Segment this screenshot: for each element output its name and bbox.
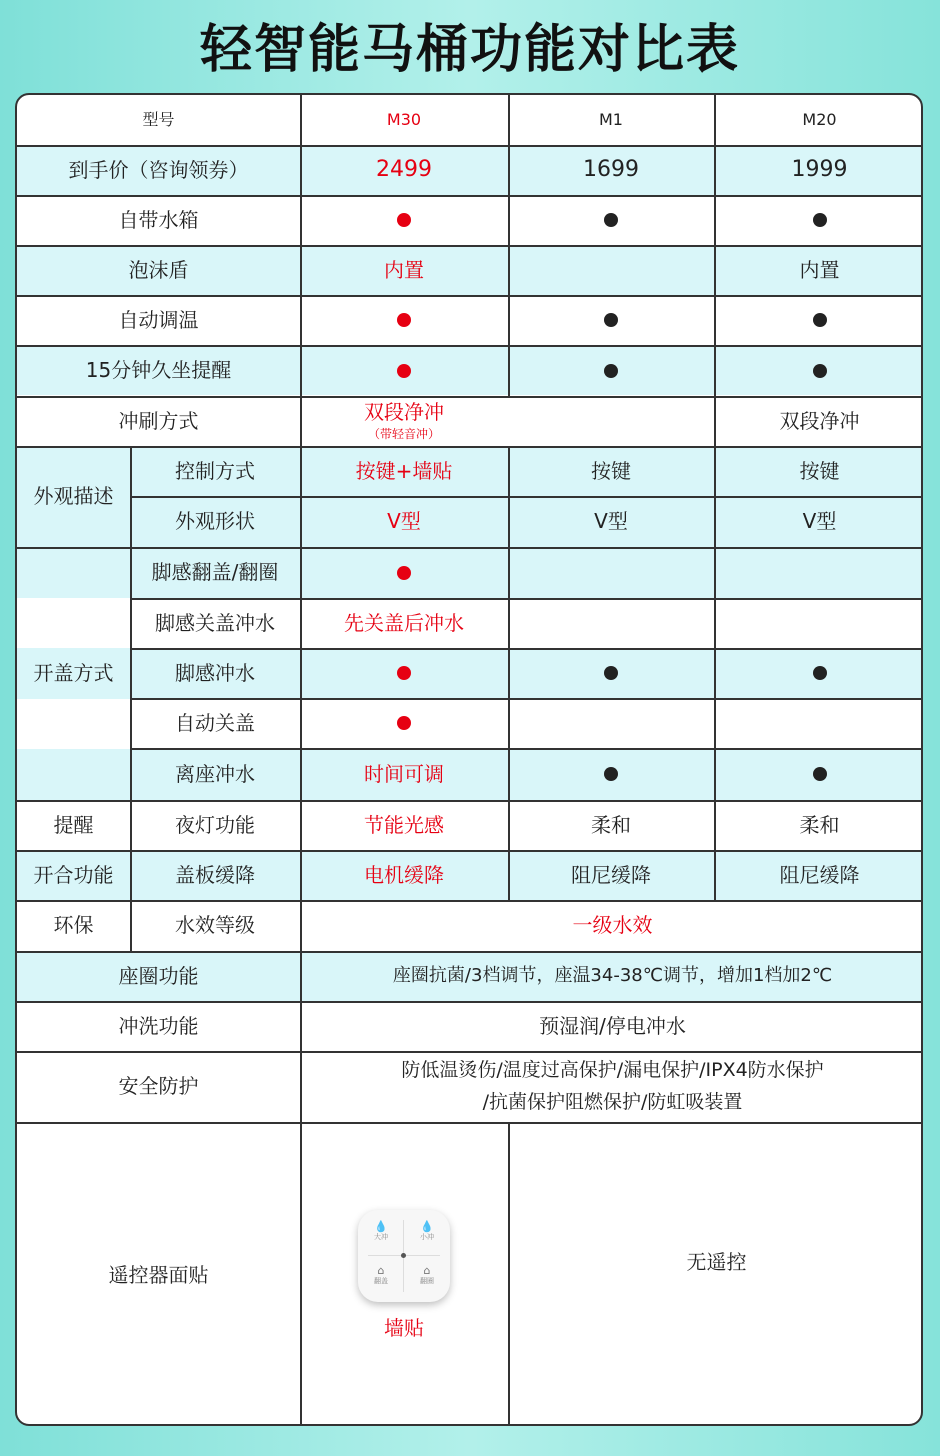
lid-group: 开盖方式	[33, 661, 114, 685]
slow-close-label: 盖板缓降	[175, 862, 255, 887]
control-m20: 按键	[799, 458, 840, 483]
auto-close-label: 自动关盖	[175, 710, 255, 735]
control-m1: 按键	[591, 458, 631, 483]
control-label: 控制方式	[175, 458, 255, 483]
flush-m30: 双段净冲	[364, 400, 444, 424]
wash-label: 冲洗功能	[118, 1013, 199, 1038]
openclose-group: 开合功能	[33, 862, 114, 887]
flush-m30-sub: （带轻音冲）	[367, 427, 440, 441]
slow-close-m1: 阻尼缓降	[571, 862, 651, 887]
reminder15-label: 15分钟久坐提醒	[85, 358, 232, 382]
remind-group: 提醒	[53, 812, 94, 837]
slow-close-m30: 电机缓降	[364, 862, 444, 887]
drop-icon: 💧	[420, 1219, 434, 1233]
header-m30: M30	[386, 110, 422, 129]
seat-value: 座圈抗菌/3档调节，座温34-38℃调节，增加1档加2℃	[392, 964, 833, 986]
shape-label: 外观形状	[175, 509, 255, 533]
flush-m20: 双段净冲	[779, 408, 860, 433]
shape-m30: V型	[387, 509, 421, 533]
seat-icon: ⌂	[423, 1263, 431, 1277]
flush-label: 冲刷方式	[118, 408, 199, 433]
foot-flip-m30-dot-icon	[397, 566, 411, 580]
night-light-m20: 柔和	[799, 812, 840, 837]
foot-flip-label: 脚感翻盖/翻圈	[151, 560, 279, 584]
leave-flush-m30: 时间可调	[364, 761, 444, 786]
seat-label: 座圈功能	[118, 963, 199, 988]
leave-flush-m1-dot-icon	[604, 767, 618, 781]
tank-m30-dot-icon	[397, 213, 411, 227]
water-grade-value: 一级水效	[572, 913, 653, 937]
header-m1: M1	[599, 110, 623, 129]
foot-flush-m30-dot-icon	[397, 666, 411, 680]
remote-panel-image: 💧 大冲 💧 小冲 ⌂ 翻盖 ⌂ 翻圈	[358, 1210, 450, 1302]
foot-flush-label: 脚感冲水	[175, 660, 255, 685]
lid-icon: ⌂	[377, 1263, 385, 1277]
price-m30: 2499	[376, 157, 432, 183]
temp-label: 自动调温	[118, 307, 199, 332]
wash-value: 预湿润/停电冲水	[539, 1013, 686, 1038]
foot-flush-m1-dot-icon	[604, 666, 618, 680]
temp-m1-dot-icon	[604, 313, 618, 327]
remote-none: 无遥控	[686, 1249, 747, 1274]
control-m30: 按键+墙贴	[355, 458, 453, 483]
shape-m20: V型	[802, 509, 837, 533]
remote-label: 遥控器面贴	[108, 1262, 209, 1287]
safety-line2: /抗菌保护阻燃保护/防虹吸装置	[482, 1090, 743, 1113]
night-light-label: 夜灯功能	[175, 812, 255, 837]
price-m1: 1699	[583, 157, 639, 183]
reminder15-m20-dot-icon	[813, 364, 827, 378]
leave-flush-label: 离座冲水	[175, 761, 255, 786]
reminder15-m30-dot-icon	[397, 364, 411, 378]
night-light-m1: 柔和	[591, 812, 631, 837]
foot-flush-m20-dot-icon	[813, 666, 827, 680]
drop-icon: 💧	[374, 1219, 388, 1233]
header-m20: M20	[802, 110, 837, 129]
safety-line1: 防低温烫伤/温度过高保护/漏电保护/IPX4防水保护	[401, 1059, 824, 1082]
auto-close-m30-dot-icon	[397, 716, 411, 730]
temp-m30-dot-icon	[397, 313, 411, 327]
price-m20: 1999	[791, 157, 848, 183]
foot-close-flush-label: 脚感关盖冲水	[155, 610, 275, 635]
tank-label: 自带水箱	[118, 207, 199, 232]
remote-m30-label: 墙贴	[384, 1315, 424, 1340]
eco-group: 环保	[53, 913, 94, 937]
tank-m20-dot-icon	[813, 213, 827, 227]
foot-close-flush-m30: 先关盖后冲水	[344, 610, 464, 635]
header-label: 型号	[142, 110, 175, 129]
reminder15-m1-dot-icon	[604, 364, 618, 378]
price-label: 到手价（咨询领券）	[68, 157, 249, 182]
slow-close-m20: 阻尼缓降	[779, 862, 860, 887]
leave-flush-m20-dot-icon	[813, 767, 827, 781]
shape-m1: V型	[594, 509, 628, 533]
comparison-table	[15, 93, 923, 1426]
foam-label: 泡沫盾	[128, 257, 189, 282]
temp-m20-dot-icon	[813, 313, 827, 327]
foam-m30: 内置	[384, 257, 424, 282]
tank-m1-dot-icon	[604, 213, 618, 227]
page-title: 轻智能马桶功能对比表	[199, 20, 740, 80]
water-grade-label: 水效等级	[175, 913, 255, 937]
foam-m20: 内置	[799, 257, 840, 282]
safety-label: 安全防护	[118, 1074, 199, 1098]
appearance-group: 外观描述	[33, 484, 114, 508]
night-light-m30: 节能光感	[364, 812, 444, 837]
